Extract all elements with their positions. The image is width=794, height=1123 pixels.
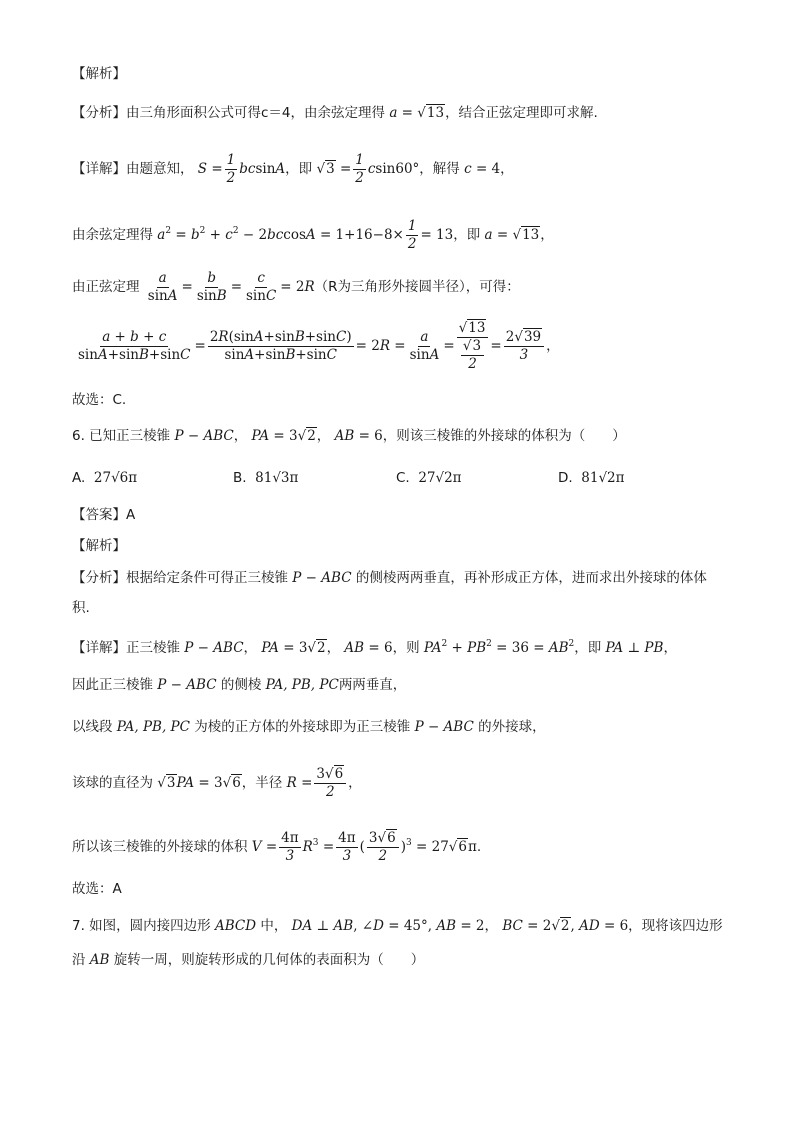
cosine-lead: 由余弦定理得 xyxy=(72,227,153,243)
xiangjie-text: 由题意知， xyxy=(126,161,194,177)
formula-pa: PA = 3√2 xyxy=(251,428,316,444)
formula-ab: AB = 6 xyxy=(344,640,393,656)
q7-stem-lead: 7. 如图，圆内接四边形 xyxy=(72,918,211,934)
fenxi-tail: 的侧棱两两垂直，再补形成正方体，进而求出外接球的体体 xyxy=(355,570,707,586)
q6-tiji-line: 所以该三棱锥的外接球的体积 V = $\frac{4\pi}{3}$ $R^3$ = $\frac{4\pi}{3}$ ( $\frac{3√6}{2}$ )$^3$ = 27√6π. xyxy=(72,830,482,864)
answer-value: A xyxy=(126,507,136,523)
guxuan-5: 故选：C. xyxy=(72,392,127,408)
formula-radius: R = $\frac{3√6}{2}$ xyxy=(287,775,349,791)
xiangjie-mid: ，即 xyxy=(285,161,313,177)
cosine-line: 由余弦定理得 $a^2 = b^2 + c^2 - 2bccosA = 1+16-8\times$ $\frac{1}{2}$ = 13，即 a = √13， xyxy=(72,218,554,252)
formula-ab-axis: AB xyxy=(89,952,110,968)
q7-line2-lead: 沿 xyxy=(72,952,86,968)
tiji-lead: 所以该三棱锥的外接球的体积 xyxy=(72,839,248,855)
xiangjie-text: 正三棱锥 xyxy=(126,640,180,656)
option-value: 81√3π xyxy=(255,470,299,486)
q6-stem-lead: 6. 已知正三棱锥 xyxy=(72,428,171,444)
zhijing-lead: 该球的直径为 xyxy=(72,775,153,791)
q6-fenxi-line xyxy=(72,568,707,588)
formula-volume: V = $\frac{4\pi}{3}$ $R^3$ = $\frac{4\pi}{3}$ ( $\frac{3√6}{2}$ )$^3$ = 27√6π xyxy=(251,830,477,864)
yinci-end: 两两垂直， xyxy=(338,677,407,693)
option-letter: D. xyxy=(558,470,573,486)
q6-zhijing-line: 该球的直径为 √3PA = 3√6，半径 R = $\frac{3√6}{2}$ ， xyxy=(72,766,362,800)
formula-cosine: $a^2 = b^2 + c^2 - 2bccosA = 1+16-8\times$ $\frac{1}{2}$ = 13 xyxy=(157,218,454,252)
formula-p-abc: P − ABC xyxy=(157,677,217,693)
formula-p-abc: P − ABC xyxy=(184,640,244,656)
fenxi-text: 根据给定条件可得正三棱锥 xyxy=(126,570,288,586)
formula-diameter: √3PA = 3√6 xyxy=(157,775,241,791)
sine-lead: 由正弦定理 xyxy=(72,279,140,295)
sine-sum-formula: $\frac{a + b + c}{\sin A+\sin B+\sin C}$ = $\frac{2R(\sin A+\sin B+\sin C)}{\sin A+\sin B+\sin C}$ = 2R = $\frac{a}{\sin A}$ = $\frac{√13}{\frac{√3}{2}}$ = $\frac{2√39}{3}$ ， xyxy=(78,320,560,372)
formula-sqrt3: √3 = $\frac{1}{2}$ csin60° xyxy=(316,152,420,186)
formula-ab: AB = 6 xyxy=(334,428,383,444)
formula-edges: PA, PB, PC xyxy=(116,719,190,735)
yinci-tail: 的侧棱 xyxy=(220,677,262,693)
formula-sine-law: $\frac{a}{\sin A}$ = $\frac{b}{\sin B}$ = $\frac{c}{\sin C}$ = 2R xyxy=(147,270,315,304)
option-letter: B. xyxy=(233,470,247,486)
fenxi-tail: ，结合正弦定理即可求解. xyxy=(445,105,598,121)
xiangjie-tag: 【详解】 xyxy=(72,640,126,656)
q6-stem: 6. 已知正三棱锥 P − ABC， PA = 3√2， AB = 6，则该三棱锥的外接球的体积为（ ） xyxy=(72,428,626,444)
yixian-lead: 以线段 xyxy=(72,719,113,735)
q6-option-c xyxy=(396,468,462,488)
sine-line xyxy=(72,270,520,305)
q6-fenxi-line2: 积. xyxy=(72,600,90,616)
q6-option-b xyxy=(233,468,298,488)
option-value: 27√6π xyxy=(93,470,138,486)
fenxi-text: 由三角形面积公式可得c＝4，由余弦定理得 xyxy=(126,105,386,121)
q7-line2 xyxy=(72,950,424,970)
guxuan-6: 故选：A xyxy=(72,881,122,897)
fenxi-tag: 【分析】 xyxy=(72,105,126,121)
q7-stem: 7. 如图，圆内接四边形 ABCD 中， DA ⊥ AB, ∠D = 45°, AB = 2， BC = 2√2, AD = 6，现将该四边形 xyxy=(72,918,723,934)
q6-yinci-line xyxy=(72,675,406,695)
formula-abcd: ABCD xyxy=(214,918,257,934)
xiangjie-tail: ，解得 xyxy=(419,161,460,177)
formula-conditions: DA ⊥ AB, ∠D = 45°, AB = 2 xyxy=(291,918,485,934)
cosine-mid: ，即 xyxy=(453,227,481,243)
formula-edges: PA, PB, PC xyxy=(265,677,339,693)
xiangjie-tag: 【详解】 xyxy=(72,161,126,177)
formula-a-eq-sqrt13: a = √13 xyxy=(389,105,445,121)
q6-answer xyxy=(72,505,135,525)
q6-stem-tail: ，则该三棱锥的外接球的体积为（ ） xyxy=(382,428,626,444)
yixian-mid: 为棱的正方体的外接球即为正三棱锥 xyxy=(194,719,411,735)
xiangjie-then: ，则 xyxy=(392,640,420,656)
q6-option-a xyxy=(72,468,137,488)
fenxi-tag: 【分析】 xyxy=(72,570,126,586)
q7-line2-tail: 旋转一周，则旋转形成的几何体的表面积为（ ） xyxy=(113,952,425,968)
fenxi-line-5 xyxy=(72,103,598,123)
formula-p-abc: P − ABC xyxy=(174,428,234,444)
q7-stem-tail: ，现将该四边形 xyxy=(628,918,723,934)
option-letter: A. xyxy=(72,470,86,486)
answer-tag: 【答案】 xyxy=(72,507,126,523)
sine-note: （R为三角形外接圆半径），可得： xyxy=(314,279,520,295)
formula-perp: PA ⊥ PB xyxy=(605,640,664,656)
q6-xiangjie-line: 【详解】正三棱锥 P − ABC， PA = 3√2， AB = 6，则 $PA^2 + PB^2 = 36 = AB^2$，即 PA ⊥ PB， xyxy=(72,639,677,656)
option-value: 81√2π xyxy=(581,470,625,486)
formula-area: S = $\frac{1}{2}$ bcsinA xyxy=(197,152,286,186)
option-value: 27√2π xyxy=(418,470,462,486)
formula-pa: PA = 3√2 xyxy=(261,640,326,656)
xiangjie-ji: ，即 xyxy=(574,640,602,656)
q6-option-d xyxy=(558,468,625,488)
option-letter: C. xyxy=(396,470,410,486)
formula-p-abc: P − ABC xyxy=(414,719,474,735)
q6-yixian-line xyxy=(72,717,546,737)
formula-bc-ad: BC = 2√2, AD = 6 xyxy=(502,918,629,934)
zhijing-mid: ，半径 xyxy=(241,775,283,791)
yixian-end: 的外接球， xyxy=(478,719,546,735)
jiexi-tag-6: 【解析】 xyxy=(72,538,126,554)
formula-c-eq-4: c = 4 xyxy=(464,161,501,177)
q7-stem-mid: 中， xyxy=(260,918,288,934)
formula-pythag: $PA^2 + PB^2 = 36 = AB^2$ xyxy=(423,639,575,656)
jiexi-tag-5: 【解析】 xyxy=(72,66,126,82)
formula-p-abc: P − ABC xyxy=(292,570,352,586)
yinci-lead: 因此正三棱锥 xyxy=(72,677,153,693)
xiangjie-line-5: 【详解】由题意知， S = $\frac{1}{2}$ bcsinA，即 √3 = $\frac{1}{2}$ csin60°，解得 c = 4， xyxy=(72,152,514,186)
formula-a-result: a = √13 xyxy=(484,227,540,243)
